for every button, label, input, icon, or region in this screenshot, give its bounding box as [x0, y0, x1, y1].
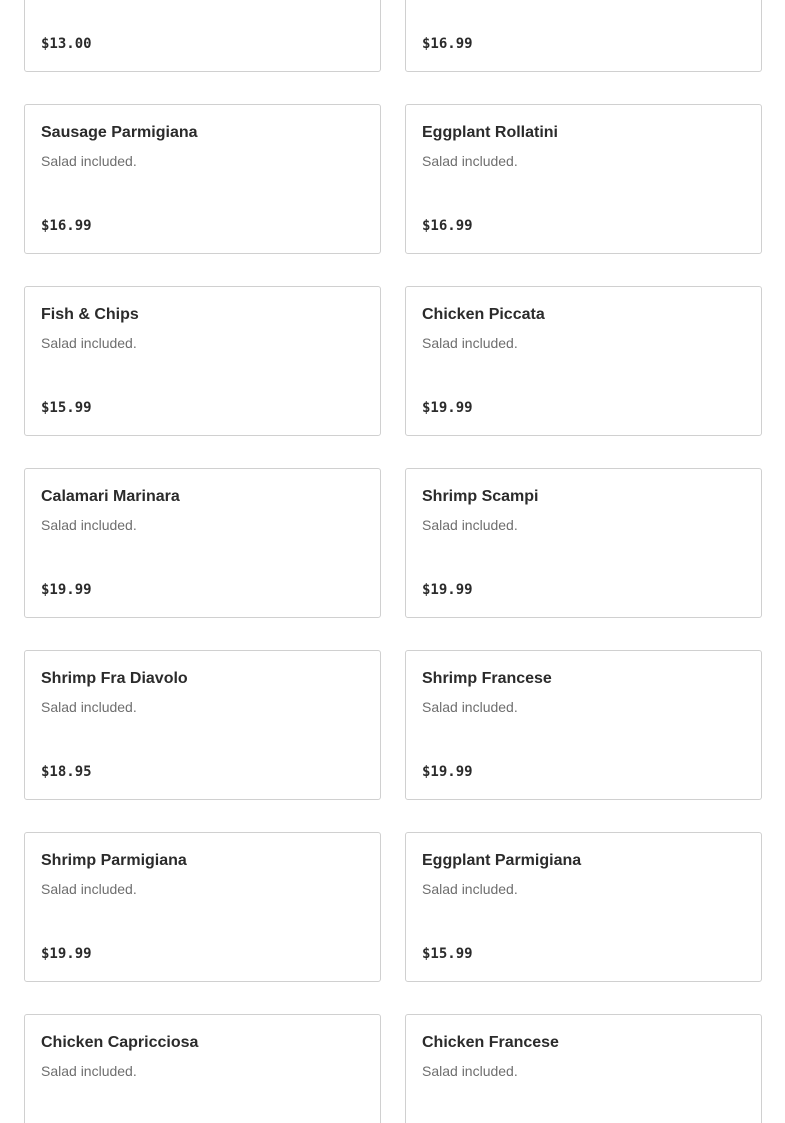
menu-item-card[interactable] [24, 468, 381, 618]
menu-item-name: Chicken Piccata [422, 306, 545, 323]
menu-item-name: Fish & Chips [41, 306, 139, 323]
menu-item-card[interactable] [405, 1014, 762, 1123]
menu-item-name: Calamari Marinara [41, 488, 180, 505]
menu-item-description: Salad included. [422, 881, 518, 897]
menu-item-description: Salad included. [422, 335, 518, 351]
menu-item-description: Salad included. [41, 517, 137, 533]
menu-item-price: $13.00 [41, 36, 92, 52]
menu-item-description: Salad included. [41, 699, 137, 715]
menu-item-price: $19.99 [422, 764, 473, 780]
menu-item-card[interactable] [405, 468, 762, 618]
menu-item-name: Eggplant Parmigiana [422, 852, 582, 869]
menu-item-card[interactable] [405, 650, 762, 800]
menu-item-price: $16.99 [41, 218, 92, 234]
menu-item-card[interactable] [24, 832, 381, 982]
menu-item-price: $16.99 [422, 218, 473, 234]
menu-item-name: Shrimp Scampi [422, 488, 539, 505]
menu-item-card[interactable] [24, 1014, 381, 1123]
menu-item-price: $19.99 [41, 946, 92, 962]
menu-item-card[interactable] [24, 650, 381, 800]
menu-item-description: Salad included. [41, 1063, 137, 1079]
menu-item-price: $19.99 [41, 582, 92, 598]
menu-item-price: $15.99 [422, 946, 473, 962]
menu-item-description: Salad included. [422, 699, 518, 715]
menu-item-name: Eggplant Rollatini [422, 124, 558, 141]
menu-item-description: Salad included. [422, 517, 518, 533]
menu-item-name: Shrimp Parmigiana [41, 852, 187, 869]
menu-item-card[interactable] [24, 286, 381, 436]
menu-item-name: Sausage Parmigiana [41, 124, 198, 141]
menu-item-name: Shrimp Fra Diavolo [41, 670, 188, 687]
menu-item-card[interactable] [405, 0, 762, 72]
menu-item-card[interactable] [405, 832, 762, 982]
menu-item-description: Salad included. [41, 335, 137, 351]
menu-item-card[interactable] [405, 286, 762, 436]
menu-item-card[interactable] [24, 0, 381, 72]
menu-item-description: Salad included. [422, 1063, 518, 1079]
menu-item-price: $15.99 [41, 400, 92, 416]
menu-item-price: $18.95 [41, 764, 92, 780]
menu-item-name: Chicken Francese [422, 1034, 559, 1051]
menu-item-description: Salad included. [422, 153, 518, 169]
menu-item-name: Shrimp Francese [422, 670, 552, 687]
menu-item-description: Salad included. [41, 881, 137, 897]
menu-item-price: $19.99 [422, 400, 473, 416]
menu-item-card[interactable] [24, 104, 381, 254]
menu-item-name: Chicken Capricciosa [41, 1034, 199, 1051]
menu-item-card[interactable] [405, 104, 762, 254]
menu-item-description: Salad included. [41, 153, 137, 169]
menu-item-price: $19.99 [422, 582, 473, 598]
menu-item-price: $16.99 [422, 36, 473, 52]
